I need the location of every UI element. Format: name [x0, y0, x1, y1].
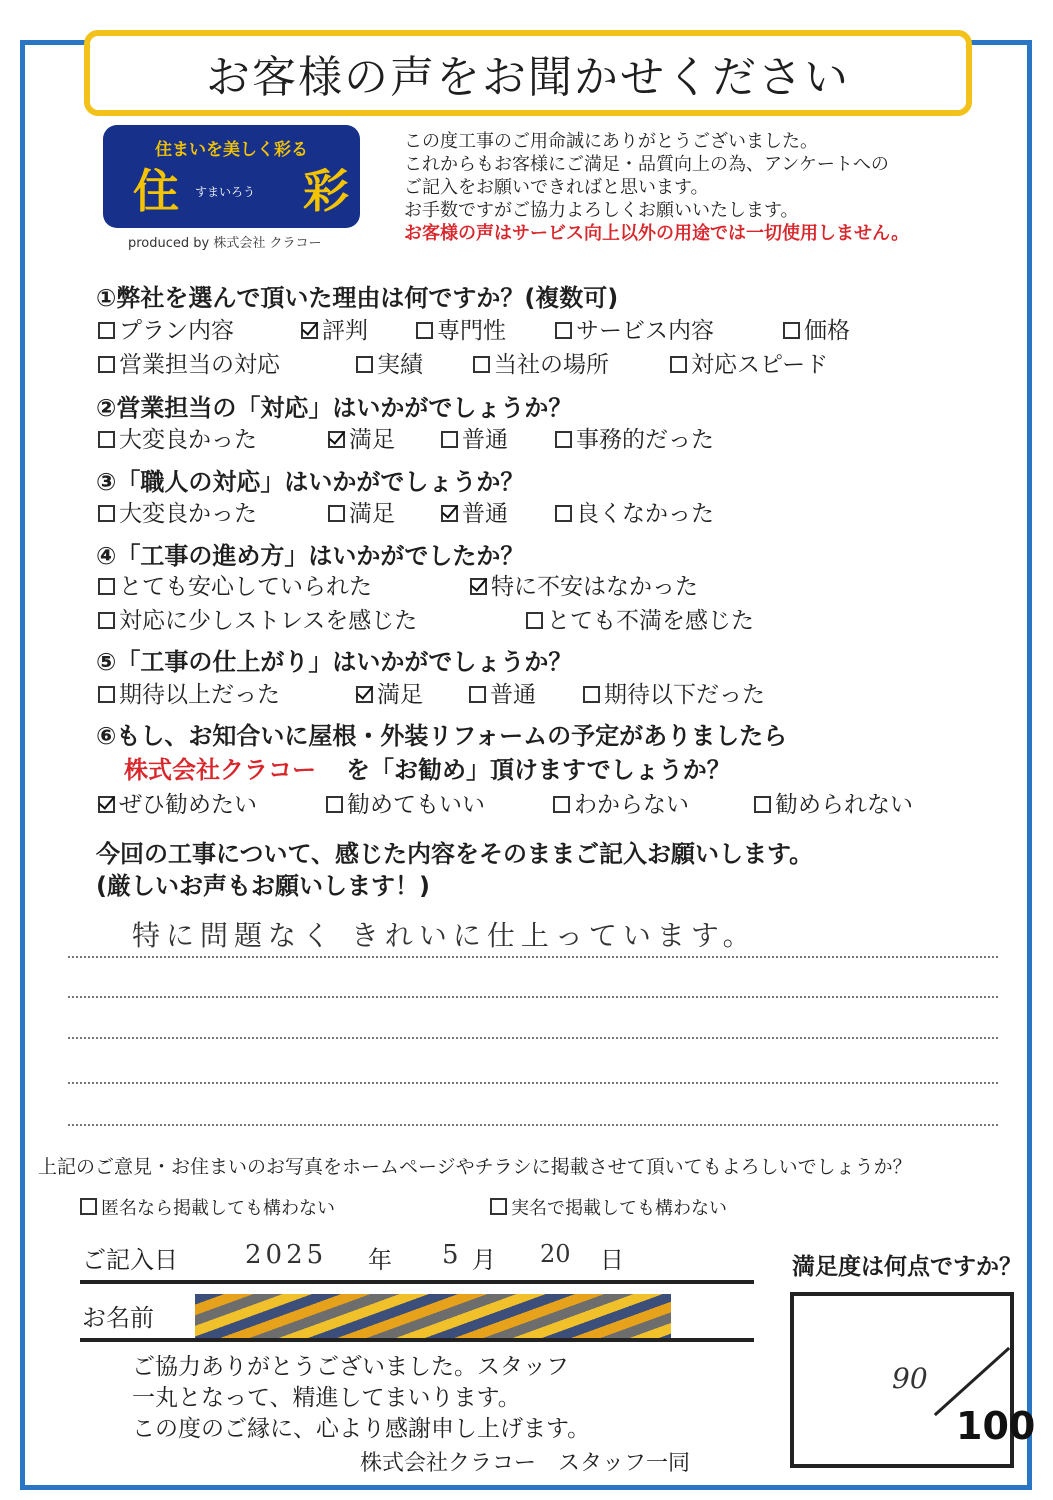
question-6: ⑥もし、お知合いに屋根・外装リフォームの予定がありましたら [96, 722, 788, 750]
checkbox[interactable] [80, 1198, 97, 1215]
q5-option[interactable]: 期待以上だった [98, 676, 280, 709]
checkbox[interactable] [98, 322, 115, 339]
logo-tagline: 住まいを美しく彩る [155, 140, 308, 160]
logo-char-left: 住 [133, 164, 179, 218]
checkbox-checked[interactable] [441, 505, 458, 522]
company-name: 株式会社クラコー [124, 756, 316, 784]
checkbox[interactable] [98, 505, 115, 522]
checkbox[interactable] [469, 686, 486, 703]
q4-option[interactable]: 対応に少しストレスを感じた [98, 602, 417, 635]
score-value: 90 [892, 1362, 928, 1395]
date-month[interactable]: 5 [442, 1240, 459, 1270]
q1-option[interactable]: 対応スピード [670, 346, 828, 379]
produced-by: produced by 株式会社 クラコー [128, 236, 322, 251]
comment-prompt-note: (厳しいお声もお願いします！) [96, 872, 430, 900]
form-title: お客様の声をお聞かせください [206, 52, 850, 103]
checkbox[interactable] [490, 1198, 507, 1215]
checkbox[interactable] [670, 356, 687, 373]
checkbox[interactable] [754, 796, 771, 813]
q2-option[interactable]: 大変良かった [98, 421, 257, 454]
checkbox[interactable] [555, 431, 572, 448]
question-5: ⑤「工事の仕上がり」はいかがでしょうか？ [96, 648, 573, 676]
permission-realname[interactable]: 実名で掲載しても構わない [490, 1194, 727, 1220]
comment-line [68, 1082, 998, 1084]
redacted-name [195, 1294, 671, 1338]
checkbox[interactable] [416, 322, 433, 339]
q1-option[interactable]: 当社の場所 [473, 346, 609, 379]
score-max: 100 [956, 1404, 1036, 1448]
q5-option[interactable]: 普通 [469, 676, 536, 709]
privacy-warning: お客様の声はサービス向上以外の用途では一切使用しません。 [404, 223, 910, 244]
checkbox[interactable] [783, 322, 800, 339]
question-3: ③「職人の対応」はいかがでしょうか？ [96, 468, 525, 496]
checkbox-checked[interactable] [356, 686, 373, 703]
checkbox[interactable] [473, 356, 490, 373]
checkbox-checked[interactable] [98, 796, 115, 813]
date-year[interactable]: 2025 [245, 1240, 328, 1270]
comment-line [68, 1037, 998, 1039]
q4-option[interactable]: とても安心していられた [98, 568, 372, 601]
checkbox[interactable] [98, 578, 115, 595]
q1-option[interactable]: 評判 [301, 312, 368, 345]
month-unit: 月 [472, 1246, 496, 1274]
q5-option[interactable]: 期待以下だった [583, 676, 765, 709]
score-question: 満足度は何点ですか？ [792, 1254, 1022, 1280]
intro-line: この度工事のご用命誠にありがとうございました。 [404, 131, 818, 152]
checkbox[interactable] [326, 796, 343, 813]
checkbox[interactable] [553, 796, 570, 813]
q1-option[interactable]: 専門性 [416, 312, 506, 345]
checkbox-checked[interactable] [328, 431, 345, 448]
question-6-line2: 株式会社クラコー を「お勧め」頂けますでしょうか？ [124, 756, 731, 784]
comment-line [68, 956, 998, 958]
q6-option[interactable]: 勧めてもいい [326, 786, 485, 819]
checkbox[interactable] [441, 431, 458, 448]
q4-option[interactable]: 特に不安はなかった [470, 568, 698, 601]
question-1: ①弊社を選んで頂いた理由は何ですか？(複数可) [96, 284, 619, 312]
checkbox[interactable] [328, 505, 345, 522]
checkbox[interactable] [98, 431, 115, 448]
day-unit: 日 [600, 1246, 624, 1274]
checkbox[interactable] [356, 356, 373, 373]
logo-reading: すまいろう [195, 185, 256, 199]
handwritten-comment: 特に問題なく きれいに仕上っています。 [132, 919, 757, 952]
question-4: ④「工事の進め方」はいかがでしたか？ [96, 542, 525, 570]
score-box[interactable] [790, 1292, 1036, 1468]
checkbox[interactable] [526, 612, 543, 629]
date-day[interactable]: 20 [540, 1240, 571, 1268]
date-row [80, 1238, 754, 1284]
thanks-message [132, 1352, 590, 1445]
thanks-line: この度のご縁に、心より感謝申し上げます。 [132, 1416, 591, 1442]
q1-option[interactable]: サービス内容 [555, 312, 714, 345]
q3-option[interactable]: 大変良かった [98, 495, 257, 528]
q6-option[interactable]: ぜひ勧めたい [98, 786, 257, 819]
intro-line: お手数ですがご協力よろしくお願いいたします。 [404, 200, 799, 221]
comment-line [68, 996, 998, 998]
comment-line [68, 1124, 998, 1126]
comment-prompt: 今回の工事について、感じた内容をそのままご記入お願いします。 [96, 840, 814, 868]
intro-line: ご記入をお願いできればと思います。 [404, 177, 709, 198]
thanks-line: ご協力ありがとうございました。スタッフ [132, 1354, 569, 1380]
checkbox[interactable] [98, 686, 115, 703]
q3-option[interactable]: 普通 [441, 495, 508, 528]
q1-option[interactable]: 営業担当の対応 [98, 346, 280, 379]
intro-line: これからもお客様にご満足・品質向上の為、アンケートへの [404, 154, 889, 175]
q2-option[interactable]: 普通 [441, 421, 508, 454]
q4-option[interactable]: とても不満を感じた [526, 602, 754, 635]
permission-anonymous[interactable]: 匿名なら掲載しても構わない [80, 1194, 335, 1220]
permission-question: 上記のご意見・お住まいのお写真をホームページやチラシに掲載させて頂いてもよろしいでしょうか？ [38, 1156, 912, 1178]
intro-text [404, 130, 909, 245]
q2-option[interactable]: 事務的だった [555, 421, 714, 454]
checkbox[interactable] [555, 322, 572, 339]
question-2: ②営業担当の「対応」はいかがでしょうか？ [96, 394, 573, 422]
name-label: お名前 [82, 1304, 154, 1332]
q3-option[interactable]: 満足 [328, 495, 395, 528]
company-logo [103, 125, 360, 228]
q1-option[interactable]: 実績 [356, 346, 423, 379]
signature: 株式会社クラコー スタッフ一同 [360, 1451, 691, 1476]
q5-option[interactable]: 満足 [356, 676, 423, 709]
checkbox[interactable] [98, 356, 115, 373]
q1-option[interactable]: プラン内容 [98, 312, 234, 345]
checkbox-checked[interactable] [301, 322, 318, 339]
q6-option[interactable]: 勧められない [754, 786, 913, 819]
checkbox[interactable] [583, 686, 600, 703]
q2-option[interactable]: 満足 [328, 421, 395, 454]
q6-option[interactable]: わからない [553, 786, 689, 819]
checkbox[interactable] [98, 612, 115, 629]
checkbox[interactable] [555, 505, 572, 522]
checkbox-checked[interactable] [470, 578, 487, 595]
name-row [80, 1290, 754, 1342]
q3-option[interactable]: 良くなかった [555, 495, 714, 528]
year-unit: 年 [368, 1246, 392, 1274]
date-label: ご記入日 [82, 1246, 178, 1274]
title-banner [84, 30, 972, 116]
thanks-line: 一丸となって、精進してまいります。 [132, 1385, 521, 1411]
logo-char-right: 彩 [303, 164, 349, 218]
q1-option[interactable]: 価格 [783, 312, 850, 345]
